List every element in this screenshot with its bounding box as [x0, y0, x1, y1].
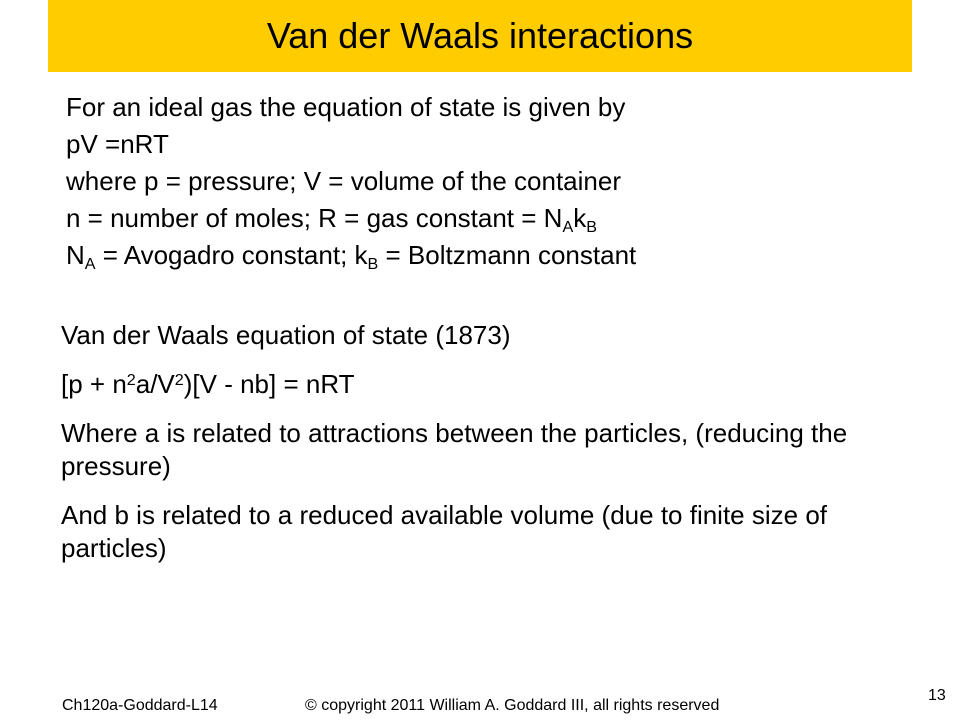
slide-title: Van der Waals interactions	[266, 15, 694, 56]
ideal-gas-block	[66, 89, 916, 274]
footer-copyright: © copyright 2011 William A. Goddard III, all rights reserved	[305, 697, 720, 714]
subscript-a: A	[562, 217, 574, 236]
ideal-gas-line-1: For an ideal gas the equation of state is given by	[66, 92, 626, 122]
vdw-param-b-text: And b is related to a reduced available volume (due to finite size of particles)	[61, 500, 828, 563]
line5-mid-text: = Avogadro constant; k	[95, 240, 368, 270]
vdw-equation	[61, 368, 921, 401]
ideal-gas-line-4	[66, 200, 916, 237]
line5-end-text: = Boltzmann constant	[378, 240, 637, 270]
superscript-2: 2	[126, 370, 136, 389]
ideal-gas-equation: pV =nRT	[66, 129, 169, 159]
line4-text: n = number of moles; R = gas constant = N	[66, 203, 563, 233]
eq-part-3: )[V - nb] = nRT	[183, 369, 355, 399]
superscript-2: 2	[174, 370, 184, 389]
vdw-param-a-text: Where a is related to attractions between the particles, (reducing the pressure)	[61, 418, 848, 481]
subscript-b: B	[586, 217, 597, 236]
title-bar	[48, 0, 912, 72]
ideal-gas-line-5	[66, 237, 916, 274]
n-symbol: N	[66, 240, 85, 270]
k-symbol: k	[573, 203, 587, 233]
eq-part-1: [p + n	[61, 369, 127, 399]
footer-course: Ch120a-Goddard-L14	[62, 697, 218, 714]
subscript-a: A	[84, 254, 96, 273]
vdw-block	[61, 319, 921, 581]
eq-part-2: a/V	[135, 369, 175, 399]
page-number: 13	[928, 687, 946, 704]
vdw-heading: Van der Waals equation of state (1873)	[61, 320, 511, 350]
ideal-gas-line-3: where p = pressure; V = volume of the container	[66, 166, 621, 196]
subscript-b: B	[367, 254, 379, 273]
